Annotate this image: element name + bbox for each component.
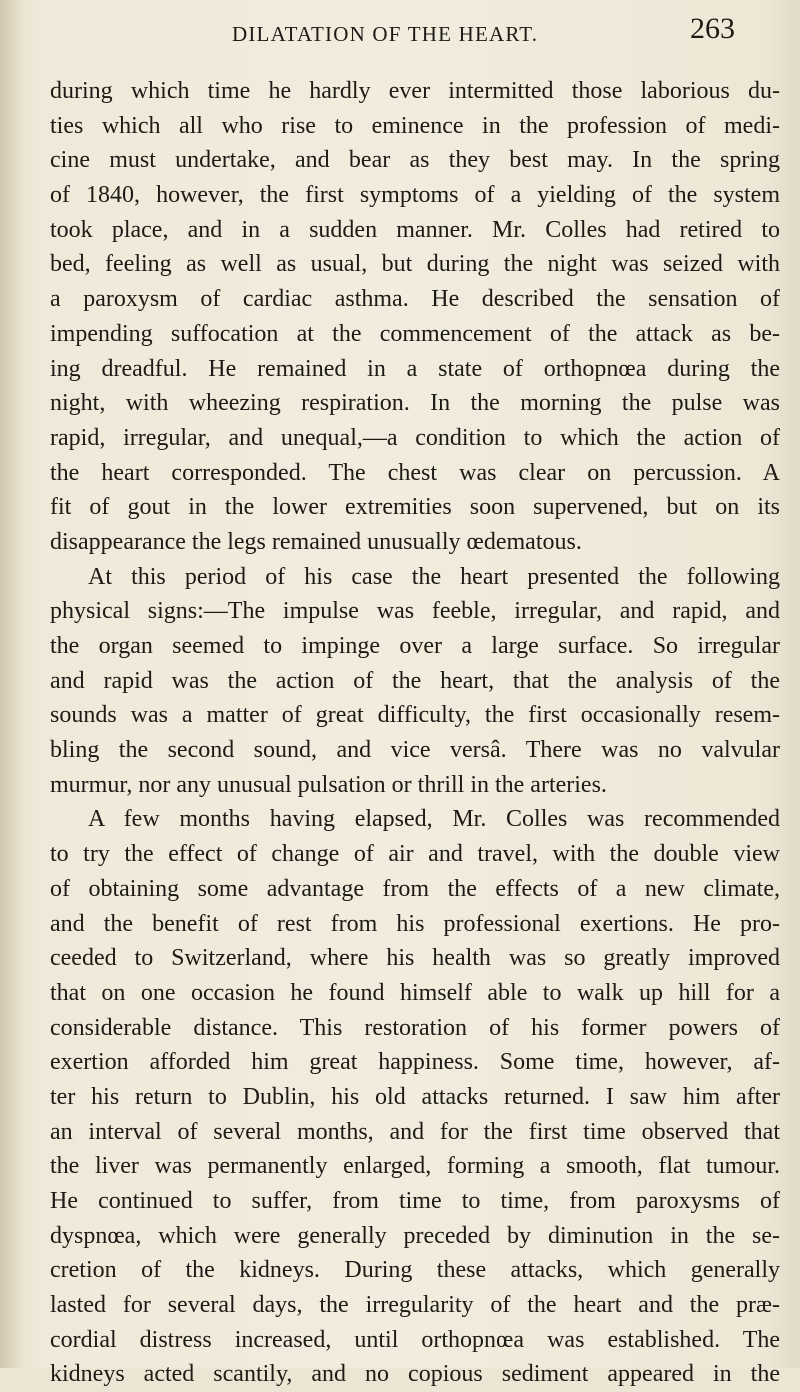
page-number: 263: [690, 12, 735, 45]
text-line: night, with wheezing respiration. In the morning the pulse was: [50, 390, 780, 417]
text-line: the liver was permanently enlarged, forming a smooth, flat tumour.: [50, 1153, 780, 1180]
text-line: ter his return to Dublin, his old attacks returned. I saw him after: [50, 1083, 780, 1110]
text-line: and the benefit of rest from his professional exertions. He pro-: [50, 910, 780, 937]
text-line: during which time he hardly ever intermitted those laborious du-: [50, 78, 780, 104]
gutter-shadow: [0, 0, 22, 1368]
text-line: ties which all who rise to eminence in the profession of medi-: [50, 112, 780, 139]
text-line: kidneys acted scantily, and no copious sediment appeared in the: [50, 1361, 780, 1388]
text-line: bling the second sound, and vice versâ. There was no valvular: [50, 737, 780, 764]
text-line: impending suffocation at the commencement of the attack as be-: [50, 320, 780, 347]
text-line: an interval of several months, and for the first time observed that: [50, 1118, 780, 1145]
text-line: physical signs:—The impulse was feeble, irregular, and rapid, and: [50, 598, 780, 625]
text-line: A few months having elapsed, Mr. Colles was recommended: [88, 806, 780, 833]
body-text: [50, 74, 780, 1392]
text-line: sounds was a matter of great difficulty, the first occasionally resem-: [50, 702, 780, 729]
text-line: and rapid was the action of the heart, that the analysis of the: [50, 667, 780, 694]
text-line: the heart corresponded. The chest was clear on percussion. A: [50, 459, 780, 486]
text-line: He continued to suffer, from time to time, from paroxysms of: [50, 1188, 780, 1214]
text-line: of obtaining some advantage from the effects of a new climate,: [50, 875, 780, 902]
text-line: At this period of his case the heart presented the following: [88, 563, 780, 590]
running-head: DILATATION OF THE HEART.: [232, 22, 539, 46]
text-line: rapid, irregular, and unequal,—a condition to which the action of: [50, 424, 780, 451]
text-line: considerable distance. This restoration of his former powers of: [50, 1014, 780, 1041]
text-line: cretion of the kidneys. During these attacks, which generally: [50, 1257, 780, 1284]
text-line: ing dreadful. He remained in a state of orthopnœa during the: [50, 355, 780, 382]
text-line: fit of gout in the lower extremities soon supervened, but on its: [50, 494, 780, 521]
text-line: of 1840, however, the first symptoms of a yielding of the system: [50, 182, 780, 209]
text-line: bed, feeling as well as usual, but during the night was seized with: [50, 251, 780, 278]
text-line: lasted for several days, the irregularity of the heart and the præ-: [50, 1292, 780, 1319]
text-line: took place, and in a sudden manner. Mr. Colles had retired to: [50, 216, 780, 243]
text-line: disappearance the legs remained unusually œdematous.: [50, 528, 582, 555]
text-line: the organ seemed to impinge over a large surface. So irregular: [50, 633, 780, 659]
text-line: cine must undertake, and bear as they best may. In the spring: [50, 147, 780, 174]
text-line: exertion afforded him great happiness. Some time, however, af-: [50, 1049, 780, 1076]
text-line: cordial distress increased, until orthopnœa was established. The: [50, 1326, 780, 1353]
text-line: a paroxysm of cardiac asthma. He described the sensation of: [50, 286, 780, 313]
text-line: to try the effect of change of air and travel, with the double view: [50, 841, 780, 868]
text-line: ceeded to Switzerland, where his health was so greatly improved: [50, 945, 780, 972]
text-line: that on one occasion he found himself able to walk up hill for a: [50, 979, 780, 1006]
text-line: murmur, nor any unusual pulsation or thrill in the arteries.: [50, 771, 607, 798]
text-line: dyspnœa, which were generally preceded by diminution in the se-: [50, 1222, 780, 1249]
